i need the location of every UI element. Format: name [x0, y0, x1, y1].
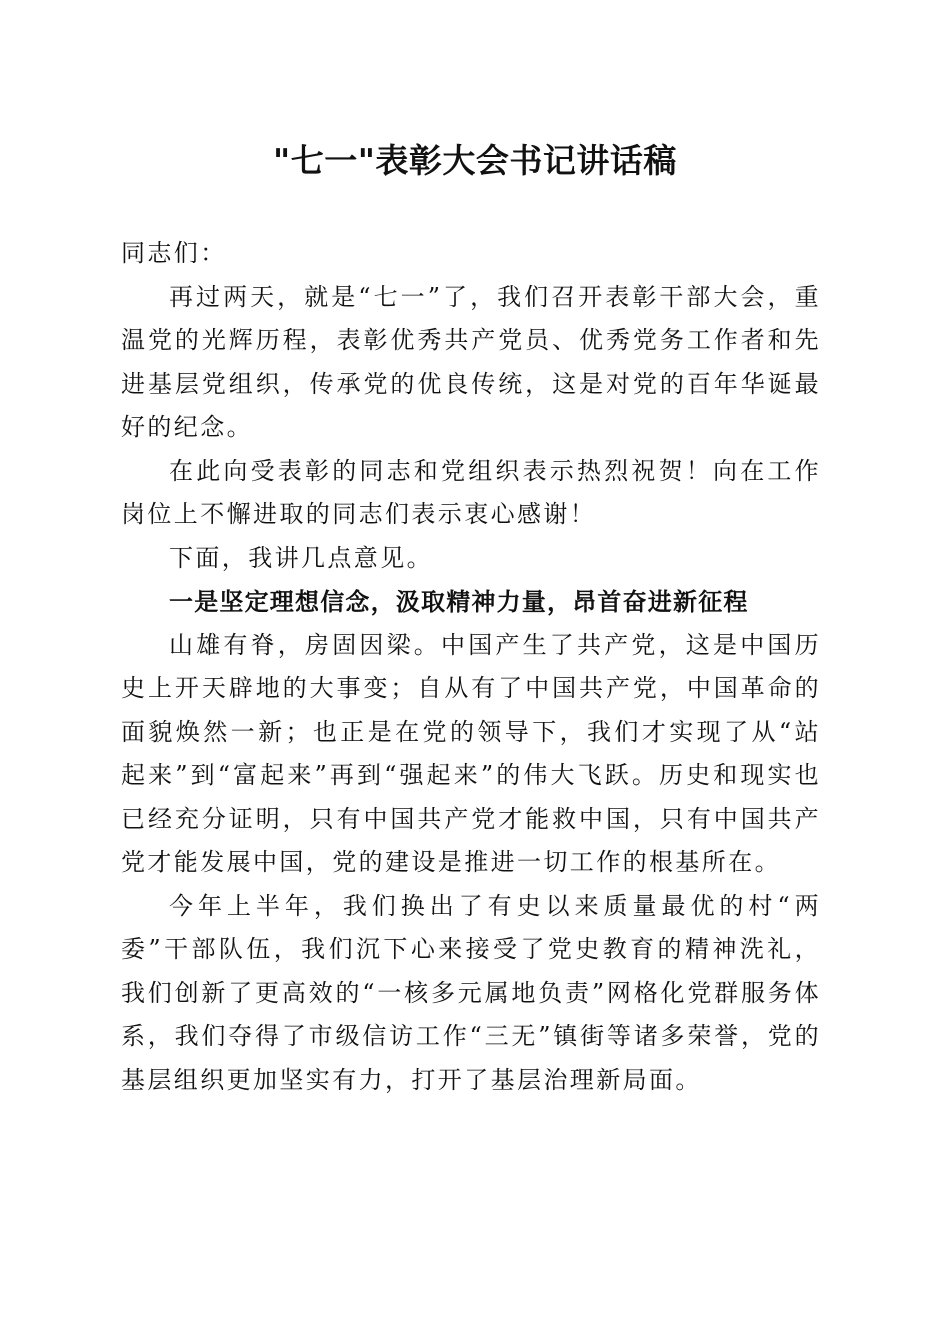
paragraph-party-history: 山雄有脊，房固因梁。中国产生了共产党，这是中国历史上开天辟地的大事变；自从有了中国共产党，中国革命的面貌焕然一新；也正是在党的领导下，我们才实现了从“站起来”到“富起来”再到“强起来”的伟大飞跃。历史和现实也已经充分证明，只有中国共产党才能救中国，只有中国共产党才能发展中国，党的建设是推进一切工作的根基所在。 — [121, 630, 821, 876]
document-body — [121, 232, 821, 1102]
paragraph-congratulations: 在此向受表彰的同志和党组织表示热烈祝贺！向在工作岗位上不懈进取的同志们表示衷心感谢！ — [121, 456, 821, 528]
document-title: "七一"表彰大会书记讲话稿 — [273, 141, 677, 180]
section-heading: 一是坚定理想信念，汲取精神力量，昂首奋进新征程 — [169, 587, 749, 616]
salutation: 同志们： — [121, 239, 227, 267]
paragraph-opening: 再过两天，就是“七一”了，我们召开表彰干部大会，重温党的光辉历程，表彰优秀共产党员、优秀党务工作者和先进基层党组织，传承党的优良传统，这是对党的百年华诞最好的纪念。 — [121, 282, 821, 441]
paragraph-transition: 下面，我讲几点意见。 — [169, 543, 433, 572]
paragraph-achievements: 今年上半年，我们换出了有史以来质量最优的村“两委”干部队伍，我们沉下心来接受了党史教育的精神洗礼，我们创新了更高效的“一核多元属地负责”网格化党群服务体系，我们夺得了市级信访工作“三无”镇街等诸多荣誉，党的基层组织更加坚实有力，打开了基层治理新局面。 — [121, 891, 821, 1094]
